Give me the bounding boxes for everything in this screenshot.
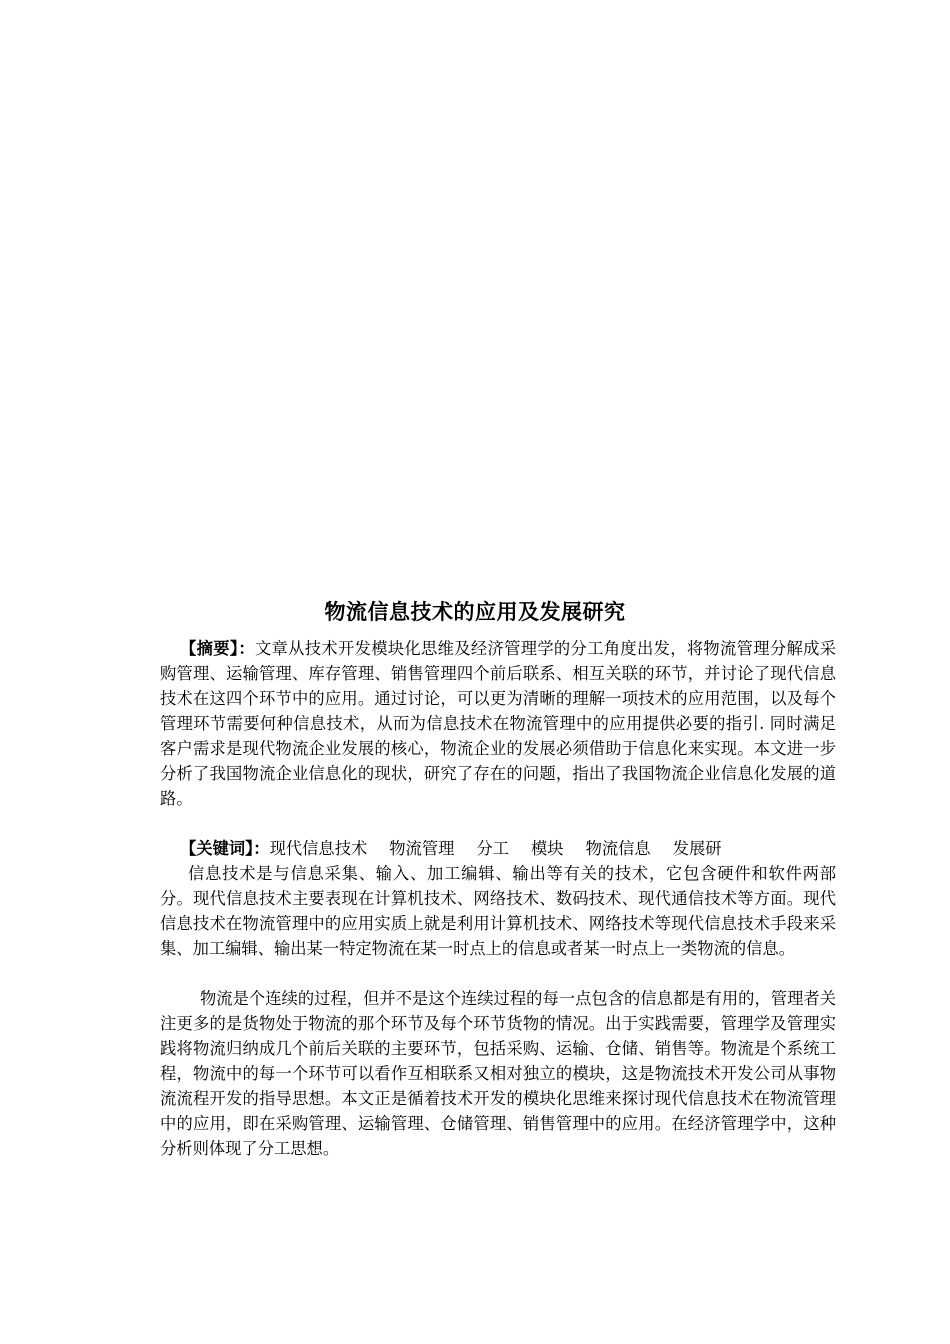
keyword-item: 物流管理	[389, 839, 455, 858]
abstract-paragraph	[160, 636, 836, 811]
keyword-item: 物流信息	[585, 839, 651, 858]
keyword-item: 分工	[476, 839, 509, 858]
keywords-label: 【关键词】	[180, 839, 254, 858]
keyword-item: 模块	[530, 839, 564, 858]
abstract-separator: ：	[238, 639, 255, 658]
document-title: 物流信息技术的应用及发展研究	[324, 600, 626, 624]
keywords-line	[160, 836, 836, 861]
keywords-separator: ：	[253, 839, 270, 858]
abstract-label: 【摘要】	[180, 639, 239, 658]
keyword-item: 发展研	[672, 839, 722, 858]
keyword-item: 现代信息技术	[269, 839, 368, 858]
abstract-text: 文章从技术开发模块化思维及经济管理学的分工角度出发，将物流管理分解成采购管理、运输管理、库存管理、销售管理四个前后联系、相互关联的环节，并讨论了现代信息技术在这四个环节中的应用。通过讨论，可以更为清晰的理解一项技术的应用范围，以及每个管理环节需要何种信息技术，从而为信息技术在物流管理中的应用提供必要的指引. 同时满足客户需求是现代物流企业发展的核心，物流企业的发展必须借助于信息化来实现。本文进一步分析了我国物流企业信息化的现状，研究了存在的问题，指出了我国物流企业信息化发展的道路。	[160, 639, 836, 808]
body-paragraph: 信息技术是与信息采集、输入、加工编辑、输出等有关的技术，它包含硬件和软件两部分。现代信息技术主要表现在计算机技术、网络技术、数码技术、现代通信技术等方面。现代信息技术在物流管理中的应用实质上就是利用计算机技术、网络技术等现代信息技术手段来采集、加工编辑、输出某一特定物流在某一时点上的信息或者某一时点上一类物流的信息。	[160, 864, 836, 958]
body-paragraph: 物流是个连续的过程，但并不是这个连续过程的每一点包含的信息都是有用的，管理者关注更多的是货物处于物流的那个环节及每个环节货物的情况。出于实践需要，管理学及管理实践将物流归纳成几个前后关联的主要环节，包括采购、运输、仓储、销售等。物流是个系统工程，物流中的每一个环节可以看作互相联系又相对独立的模块，这是物流技术开发公司从事物流流程开发的指导思想。本文正是循着技术开发的模块化思维来探讨现代信息技术在物流管理中的应用，即在采购管理、运输管理、仓储管理、销售管理中的应用。在经济管理学中，这种分析则体现了分工思想。	[160, 989, 836, 1158]
